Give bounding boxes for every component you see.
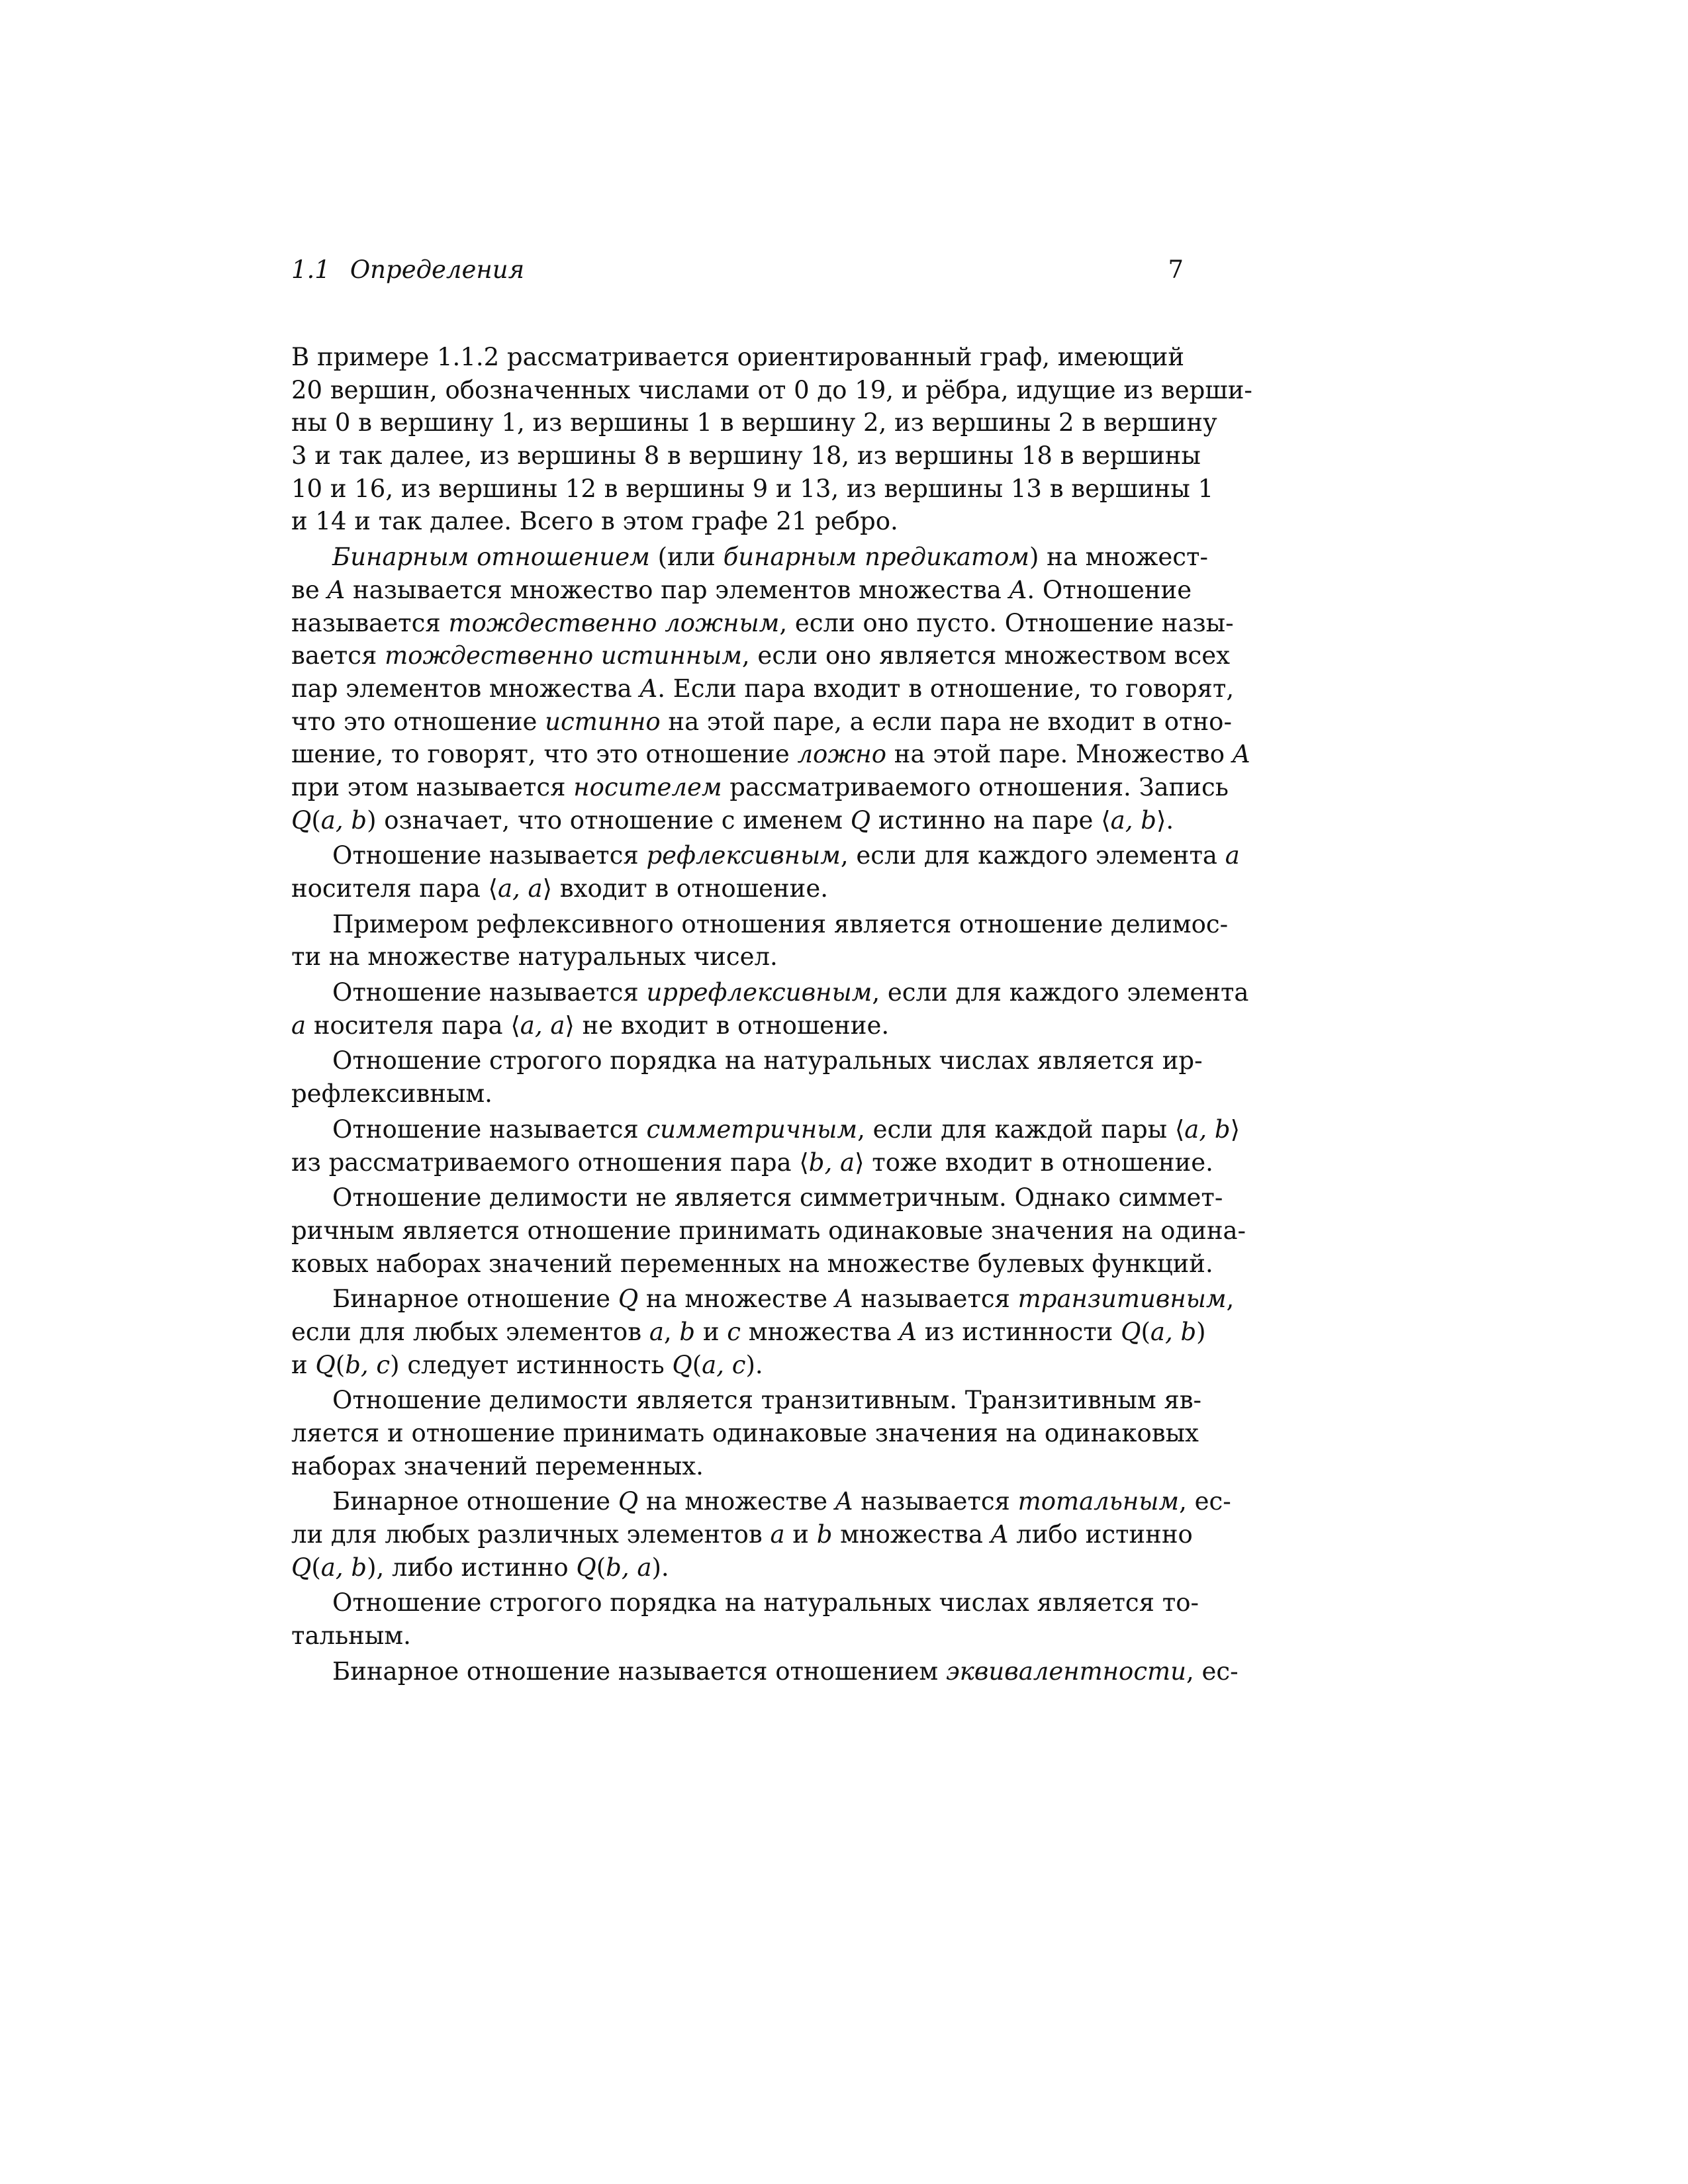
text-line: [291, 1349, 1184, 1382]
emphasis-text: Q: [672, 1350, 692, 1379]
text-line: [291, 1450, 1184, 1483]
emphasis-text: b, a: [606, 1553, 652, 1582]
text-line: [291, 639, 1230, 672]
paragraph: [291, 839, 1240, 905]
text-run: называется: [291, 608, 449, 637]
text-line: [291, 705, 1232, 739]
text-run: называется: [853, 1285, 1018, 1314]
emphasis-text: A: [327, 575, 346, 604]
text-line: [291, 1655, 1239, 1688]
text-line: [291, 541, 1208, 574]
text-line: [291, 1551, 1184, 1584]
text-run: рефлексивным.: [291, 1079, 492, 1109]
text-run: , ес-: [1179, 1487, 1231, 1516]
emphasis-text: a: [770, 1520, 785, 1549]
text-run: Бинарное отношение называется отношением: [332, 1657, 946, 1686]
emphasis-text: Q: [576, 1553, 596, 1582]
text-run: на этой паре, а если пара не входит в отно-: [660, 707, 1232, 736]
text-run: носителя пара ⟨: [291, 874, 498, 903]
text-line: [291, 473, 1214, 506]
text-line: [291, 406, 1217, 439]
text-run: из истинности: [917, 1317, 1121, 1346]
text-line: [291, 738, 1250, 771]
text-run: ве: [291, 575, 328, 604]
text-run: Примером рефлексивного отношения является отношение делимос-: [332, 909, 1229, 938]
emphasis-text: a, b: [1150, 1317, 1197, 1346]
text-run: ны 0 в вершину 1, из вершины 1 в вершину 2, из вершины 2 в вершину: [291, 408, 1217, 437]
text-run: ⟩: [1230, 1115, 1240, 1144]
emphasis-text: a, a: [497, 874, 543, 903]
emphasis-text: тождественно истинным: [385, 641, 742, 670]
text-run: 10 и 16, из вершины 12 в вершины 9 и 13, из вершины 13 в вершины 1: [291, 474, 1214, 503]
text-run: ,: [663, 1317, 680, 1346]
text-run: из рассматриваемого отношения пара ⟨: [291, 1148, 809, 1177]
text-line: [291, 1316, 1206, 1349]
emphasis-text: симметричным: [646, 1115, 858, 1144]
emphasis-text: Q: [291, 805, 312, 835]
body-text: [291, 341, 1252, 1688]
text-run: (: [1141, 1317, 1150, 1346]
text-run: ,: [1226, 1285, 1235, 1314]
emphasis-text: A: [835, 1285, 853, 1314]
paragraph: [291, 908, 1229, 974]
text-line: [291, 1518, 1193, 1551]
text-line: [291, 839, 1240, 872]
text-run: наборах значений переменных.: [291, 1451, 704, 1480]
text-line: [291, 1619, 1184, 1653]
paragraph: [291, 341, 1252, 538]
emphasis-text: a: [649, 1317, 664, 1346]
emphasis-text: A: [639, 674, 658, 703]
text-line: [291, 1248, 1213, 1281]
emphasis-text: a: [1225, 841, 1240, 870]
text-line: [291, 1485, 1231, 1518]
emphasis-text: A: [1009, 575, 1027, 604]
text-run: ) на множест-: [1029, 543, 1208, 572]
text-run: (: [692, 1350, 702, 1379]
text-run: ли для любых различных элементов: [291, 1520, 771, 1549]
text-run: ).: [745, 1350, 763, 1379]
emphasis-text: рефлексивным: [646, 841, 841, 870]
text-line: [291, 505, 1184, 538]
text-run: , ес-: [1186, 1657, 1239, 1686]
text-run: и: [291, 1350, 316, 1379]
emphasis-text: a, b: [1184, 1115, 1231, 1144]
emphasis-text: транзитивным: [1017, 1285, 1227, 1314]
paragraph: [291, 1655, 1239, 1688]
section-heading: [291, 250, 524, 290]
paragraph: [291, 1044, 1203, 1110]
emphasis-text: Q: [315, 1350, 336, 1379]
text-run: ляется и отношение принимать одинаковые значения на одинаковых: [291, 1419, 1199, 1447]
emphasis-text: a, c: [702, 1350, 746, 1379]
text-line: [291, 976, 1249, 1009]
paragraph: [291, 1586, 1199, 1652]
text-line: [291, 1113, 1240, 1146]
paragraph: [291, 1283, 1235, 1381]
emphasis-text: a, b: [320, 805, 367, 835]
emphasis-text: Q: [618, 1487, 639, 1516]
text-run: (: [311, 805, 321, 835]
emphasis-text: ложно: [797, 740, 887, 769]
text-run: если для любых элементов: [291, 1317, 649, 1346]
text-line: [291, 872, 1184, 905]
text-run: , если для каждого элемента: [840, 841, 1225, 870]
text-run: и 14 и так далее. Всего в этом графе 21 ребро.: [291, 507, 898, 536]
text-line: [291, 574, 1192, 607]
text-run: ): [1196, 1317, 1206, 1346]
paragraph: [291, 1181, 1246, 1280]
text-run: (: [596, 1553, 606, 1582]
text-run: Отношение делимости является транзитивным. Транзитивным яв-: [332, 1386, 1202, 1415]
text-run: В примере 1.1.2 рассматривается ориентированный граф, имеющий: [291, 343, 1185, 371]
text-line: [291, 1283, 1235, 1316]
text-run: Бинарное отношение: [332, 1487, 618, 1516]
text-line: [291, 374, 1252, 407]
text-run: ричным является отношение принимать одинаковые значения на одина-: [291, 1216, 1246, 1245]
text-run: вается: [291, 641, 385, 670]
text-run: Отношение называется: [332, 978, 647, 1007]
text-run: (: [335, 1350, 346, 1379]
text-line: [291, 1384, 1202, 1417]
text-run: тальным.: [291, 1621, 411, 1651]
text-run: что это отношение: [291, 707, 545, 736]
text-line: [291, 439, 1201, 473]
emphasis-text: A: [899, 1317, 917, 1346]
text-run: ти на множестве натуральных чисел.: [291, 942, 778, 972]
section-title: Определения: [350, 255, 525, 284]
emphasis-text: b: [679, 1317, 696, 1346]
text-run: множества: [741, 1317, 900, 1346]
text-line: [291, 672, 1235, 705]
text-line: [291, 1077, 1184, 1111]
text-run: Отношение делимости не является симметричным. Однако симмет-: [332, 1183, 1223, 1212]
text-run: , если для каждого элемента: [872, 978, 1249, 1007]
text-line: [291, 908, 1229, 941]
text-run: . Если пара входит в отношение, то говорят,: [657, 674, 1235, 703]
emphasis-text: Q: [291, 1553, 312, 1582]
text-run: ).: [651, 1553, 669, 1582]
text-run: , если для каждой пары ⟨: [857, 1115, 1185, 1144]
text-line: [291, 1044, 1203, 1077]
paragraph: [291, 976, 1249, 1042]
text-run: и: [784, 1520, 817, 1549]
emphasis-text: Q: [618, 1285, 639, 1314]
text-line: [291, 1181, 1223, 1214]
text-run: ковых наборах значений переменных на множестве булевых функций.: [291, 1249, 1213, 1278]
text-run: ⟩ не входит в отношение.: [565, 1011, 890, 1040]
text-run: . Отношение: [1027, 575, 1192, 604]
paragraph: [291, 1384, 1202, 1482]
text-run: рассматриваемого отношения. Запись: [722, 772, 1229, 801]
text-line: [291, 607, 1234, 640]
section-number: 1.1: [291, 255, 330, 284]
text-run: на этой паре. Множество: [886, 740, 1233, 769]
text-run: Отношение строгого порядка на натуральных числах является ир-: [332, 1046, 1203, 1075]
emphasis-text: тождественно ложным: [448, 608, 780, 637]
text-run: 3 и так далее, из вершины 8 в вершину 18, из вершины 18 в вершины: [291, 441, 1201, 471]
text-run: шение, то говорят, что это отношение: [291, 740, 798, 769]
text-line: [291, 940, 1184, 974]
emphasis-text: a: [291, 1011, 306, 1040]
emphasis-text: a, b: [1110, 805, 1156, 835]
text-run: множества: [832, 1520, 991, 1549]
text-run: Отношение строгого порядка на натуральных числах является то-: [332, 1588, 1199, 1617]
text-line: [291, 1417, 1199, 1450]
emphasis-text: a, a: [520, 1011, 565, 1040]
text-run: Отношение называется: [332, 1115, 647, 1144]
text-run: 20 вершин, обозначенных числами от 0 до 19, и рёбра, идущие из верши-: [291, 375, 1252, 404]
text-run: ) следует истинность: [390, 1350, 673, 1379]
emphasis-text: b: [816, 1520, 833, 1549]
text-run: ⟩ тоже входит в отношение.: [855, 1148, 1213, 1177]
paragraph: [291, 1485, 1231, 1584]
emphasis-text: Q: [1121, 1317, 1141, 1346]
text-run: , если оно пусто. Отношение назы-: [779, 608, 1234, 637]
text-run: при этом называется: [291, 772, 574, 801]
paragraph: [291, 1113, 1240, 1179]
text-run: (или: [649, 543, 724, 572]
emphasis-text: A: [835, 1487, 853, 1516]
text-line: [291, 341, 1184, 374]
text-run: называется множество пар элементов множества: [345, 575, 1009, 604]
emphasis-text: Бинарным отношением: [332, 543, 650, 572]
text-run: ) означает, что отношение с именем: [367, 805, 851, 835]
emphasis-text: b, c: [345, 1350, 391, 1379]
text-line: [291, 1586, 1199, 1619]
emphasis-text: бинарным предикатом: [723, 543, 1029, 572]
emphasis-text: A: [1232, 740, 1250, 769]
text-run: на множестве: [638, 1487, 835, 1516]
emphasis-text: носителем: [573, 772, 722, 801]
text-run: ⟩.: [1156, 805, 1174, 835]
text-run: ⟩ входит в отношение.: [542, 874, 828, 903]
text-run: , если оно является множеством всех: [741, 641, 1230, 670]
text-line: [291, 1009, 1184, 1042]
page-number: 7: [1168, 255, 1184, 284]
emphasis-text: Q: [850, 805, 871, 835]
text-run: пар элементов множества: [291, 674, 640, 703]
text-line: [291, 1146, 1213, 1179]
text-run: ), либо истинно: [367, 1553, 577, 1582]
running-head: [291, 250, 1184, 290]
text-line: [291, 771, 1229, 804]
text-run: и: [695, 1317, 727, 1346]
text-run: Отношение называется: [332, 841, 647, 870]
text-line: [291, 1214, 1246, 1248]
emphasis-text: a, b: [320, 1553, 367, 1582]
emphasis-text: эквивалентности: [945, 1657, 1186, 1686]
emphasis-text: истинно: [545, 707, 661, 736]
emphasis-text: c: [727, 1317, 741, 1346]
emphasis-text: A: [990, 1520, 1009, 1549]
text-run: на множестве: [638, 1285, 835, 1314]
text-line: [291, 804, 1184, 837]
text-run: носителя пара ⟨: [306, 1011, 520, 1040]
text-run: либо истинно: [1008, 1520, 1193, 1549]
text-run: истинно на паре ⟨: [870, 805, 1111, 835]
paragraph: [291, 541, 1250, 837]
emphasis-text: b, a: [808, 1148, 855, 1177]
emphasis-text: тотальным: [1017, 1487, 1180, 1516]
text-run: Бинарное отношение: [332, 1285, 618, 1314]
text-run: (: [311, 1553, 321, 1582]
emphasis-text: иррефлексивным: [646, 978, 872, 1007]
text-run: называется: [853, 1487, 1018, 1516]
